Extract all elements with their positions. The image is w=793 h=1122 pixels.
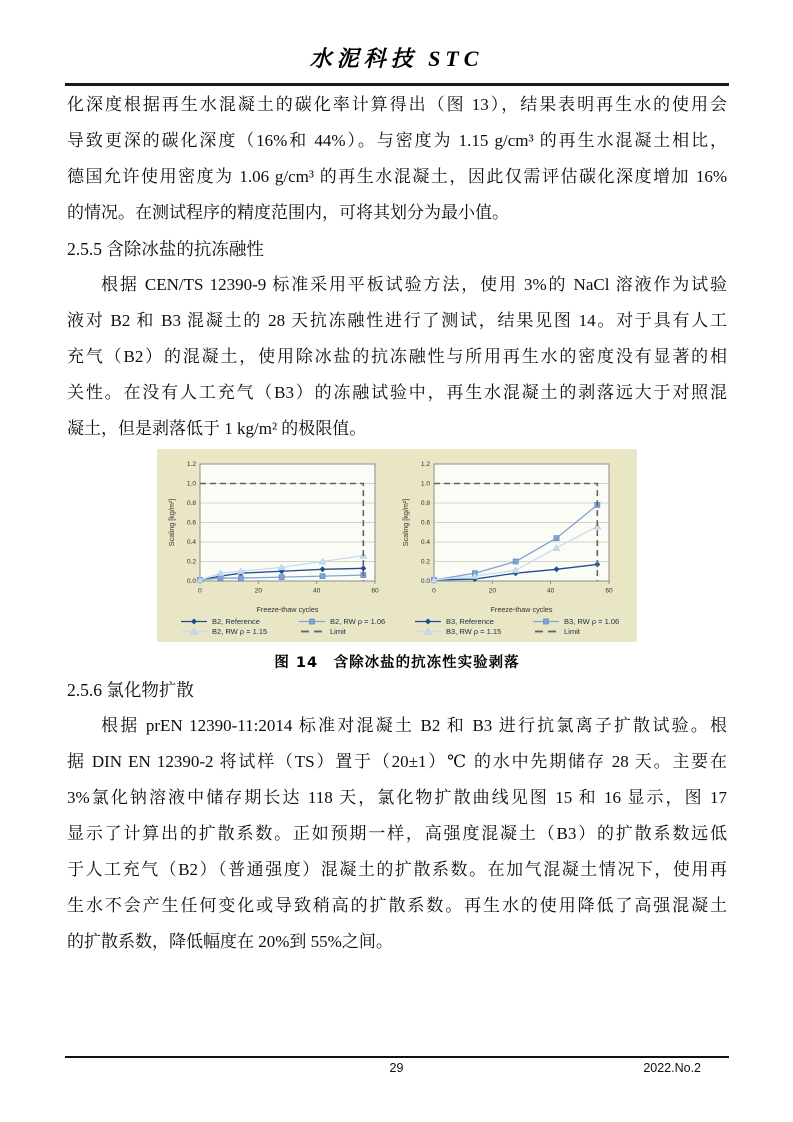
text-line: 据 DIN EN 12390-2 将试样（TS）置于（20±1）℃ 的水中先期储存 28 天。主要在 [67,752,727,771]
legend-marker-triangle-icon [180,627,208,636]
chart-legend [166,617,394,636]
svg-text:1.2: 1.2 [420,461,430,469]
svg-text:60: 60 [605,587,613,595]
legend-marker-dash-icon [298,627,326,636]
text-line: 化深度根据再生水混凝土的碳化率计算得出（图 13），结果表明再生水的使用会 [67,95,727,114]
svg-text:0.2: 0.2 [186,558,196,566]
legend-label: B3, RW ρ = 1.06 [564,617,620,626]
svg-text:40: 40 [546,587,555,595]
figure-14 [67,449,727,672]
legend-item [414,617,532,626]
chart-legend [400,617,628,636]
legend-marker-diamond-icon [180,617,208,626]
text-line: 导致更深的碳化深度（16%和 44%）。与密度为 1.15 g/cm³ 的再生水混凝土相比， [67,131,727,150]
paragraph-freeze-thaw [67,267,727,447]
legend-label: B3, Reference [446,617,494,626]
svg-text:Scaling [kg/m²]: Scaling [kg/m²] [167,498,176,547]
legend-item [414,627,532,636]
legend-label: Limit [564,627,580,636]
footer-divider [65,1056,729,1058]
legend-item [180,617,298,626]
svg-text:1.0: 1.0 [186,480,196,488]
chart-b3-scaling [400,457,628,636]
legend-label: Limit [330,627,346,636]
svg-text:0.4: 0.4 [420,539,430,547]
svg-text:0.8: 0.8 [420,500,430,508]
svg-text:1.2: 1.2 [186,461,196,469]
header-divider [65,83,729,86]
text-line: 的扩散系数，降低幅度在 20%到 55%之间。 [67,932,393,951]
paragraph-carbonation [67,87,727,231]
svg-text:Freeze-thaw cycles: Freeze-thaw cycles [256,605,319,614]
legend-label: B2, RW ρ = 1.06 [330,617,386,626]
legend-label: B3, RW ρ = 1.15 [446,627,502,636]
legend-label: B2, Reference [212,617,260,626]
svg-text:40: 40 [312,587,321,595]
text-line: 于人工充气（B2）（普通强度）混凝土的扩散系数。在加气混凝土情况下，使用再 [67,860,727,879]
legend-item [532,617,636,626]
svg-text:0.0: 0.0 [186,578,196,586]
legend-marker-triangle-icon [414,627,442,636]
legend-marker-dash-icon [532,627,560,636]
legend-label: B2, RW ρ = 1.15 [212,627,268,636]
text-line: 关性。在没有人工充气（B3）的冻融试验中，再生水混凝土的剥落远大于对照混 [67,383,727,402]
text-line: 根据 CEN/TS 12390-9 标准采用平板试验方法，使用 3%的 NaCl 溶液作为试验 [101,275,727,294]
chart-b2-scaling [166,457,394,636]
svg-text:20: 20 [488,587,497,595]
text-line: 液对 B2 和 B3 混凝土的 28 天抗冻融性进行了测试，结果见图 14。对于具有人工 [67,311,727,330]
line-chart [400,457,628,615]
legend-item [180,627,298,636]
text-line: 充气（B2）的混凝土，使用除冰盐的抗冻融性与所用再生水的密度没有显著的相 [67,347,727,366]
legend-item [532,627,636,636]
svg-text:Scaling [kg/m²]: Scaling [kg/m²] [401,498,410,547]
legend-marker-square-icon [298,617,326,626]
legend-marker-square-icon [532,617,560,626]
text-line: 显示了计算出的扩散系数。正如预期一样，高强度混凝土（B3）的扩散系数远低 [67,824,727,843]
svg-text:0.6: 0.6 [420,519,430,527]
text-line: 凝土，但是剥落低于 1 kg/m² 的极限值。 [67,419,367,438]
legend-item [298,617,402,626]
text-line: 的情况。在测试程序的精度范围内，可将其划分为最小值。 [67,203,509,222]
page-content [67,87,727,960]
paragraph-chloride-diffusion [67,708,727,960]
legend-marker-diamond-icon [414,617,442,626]
text-line: 3%氯化钠溶液中储存期长达 118 天，氯化物扩散曲线见图 15 和 16 显示，图 17 [67,788,727,807]
section-heading-2-5-6: 2.5.6 氯化物扩散 [67,680,194,700]
text-line: 生水不会产生任何变化或导致稍高的扩散系数。再生水的使用降低了高强混凝土 [67,896,727,915]
svg-text:0.4: 0.4 [186,539,196,547]
journal-title: 水泥科技 STC [309,46,484,71]
svg-text:1.0: 1.0 [420,480,430,488]
line-chart [166,457,394,615]
svg-text:Freeze-thaw cycles: Freeze-thaw cycles [490,605,553,614]
svg-text:60: 60 [371,587,379,595]
svg-text:0.2: 0.2 [420,558,430,566]
issue-number: 2022.No.2 [643,1061,701,1075]
svg-text:0: 0 [432,587,436,595]
svg-text:0: 0 [198,587,202,595]
legend-item [298,627,402,636]
svg-text:20: 20 [254,587,263,595]
section-heading-2-5-5: 2.5.5 含除冰盐的抗冻融性 [67,239,264,259]
text-line: 根据 prEN 12390-11:2014 标准对混凝土 B2 和 B3 进行抗氯离子扩散试验。根 [101,716,727,735]
page-number: 29 [389,1061,404,1075]
text-line: 德国允许使用密度为 1.06 g/cm³ 的再生水混凝土，因此仅需评估碳化深度增加 16% [67,167,727,186]
svg-text:0.0: 0.0 [420,578,430,586]
svg-text:0.6: 0.6 [186,519,196,527]
svg-text:0.8: 0.8 [186,500,196,508]
figure-caption: 图 14 含除冰盐的抗冻性实验剥落 [274,655,520,671]
figure-14-panel [157,449,637,642]
